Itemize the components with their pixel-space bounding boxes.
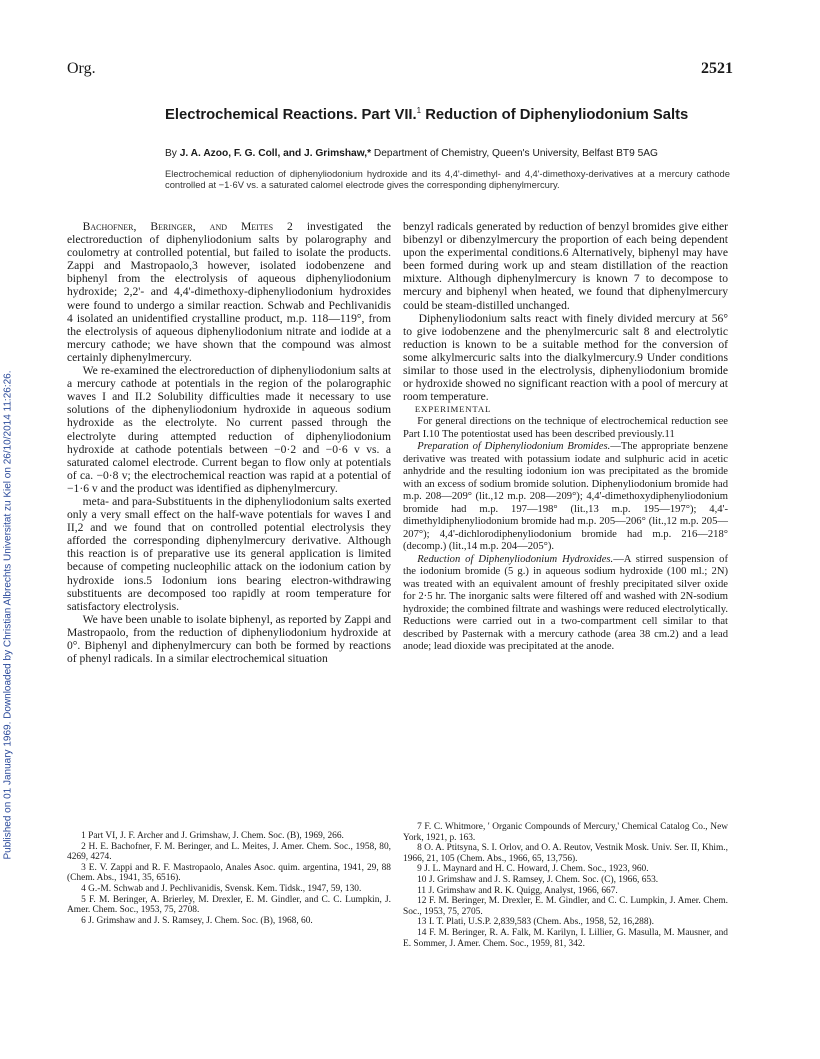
- paragraph: We re-examined the electroreduction of diphenyliodonium salts at a mercury cathode at potentials in the region of the polarographic waves I and II.2 Solubility difficulties made it necessary to use solutions of the diphenyliodonium hydroxide in aqueous sodium hydroxide as the electrolyte. No current passed through the electrolyte during attempted reduction of diphenyliodonium hydroxide at cathode potentials between −0·2 and −0·6 v vs. a saturated calomel electrode. Current began to flow only at potentials of ca. −0·8 v; the electrochemical reaction was rapid at a potential of −1·6 v and the product was identified as diphenylmercury.: [67, 364, 391, 495]
- article-title: Electrochemical Reactions. Part VII.$^1$ Reduction of Diphenyliodonium Salts: [165, 106, 689, 123]
- paragraph: Bachofner, Beringer, and Meites 2 investigated the electroreduction of diphenyliodonium salts by polarography and coulometry at controlled potential, but failed to isolate the products. Zappi and Mastropaolo,3 however, isolated iodobenzene and biphenyl from the electrolysis of aqueous diphenyliodonium hydroxide; 2,2'- and 4,4'-dimethoxy-diphenyliodonium hydroxides were found to undergo a similar reaction. Schwab and Pechlivanidis 4 isolated an unidentified crystalline product, m.p. 118—119°, from the electrolysis of aqueous diphenyliodonium nitrate and iodide at a mercury cathode; we have shown that the compound was almost certainly diphenylmercury.: [67, 220, 391, 364]
- footnotes-right: [403, 822, 728, 949]
- footnote: 5 F. M. Beringer, A. Brierley, M. Drexler, E. M. Gindler, and C. C. Lumpkin, J. Amer. Chem. Soc., 1953, 75, 2708.: [67, 894, 391, 916]
- paragraph: We have been unable to isolate biphenyl, as reported by Zappi and Mastropaolo, from the reduction of diphenyliodonium hydroxide at 0°. Biphenyl and diphenylmercury can both be formed by reactions of phenyl radicals. In a similar electrochemical situation: [67, 612, 391, 666]
- paragraph: benzyl radicals generated by reduction of benzyl bromides give either bibenzyl or dibenzylmercury the proportion of each being dependent upon the experimental conditions.6 Alternatively, biphenyl may have been formed during work up and steam distillation of the reaction mixture. Although diphenylmercury is known 7 to decompose to mercury and biphenyl when heated, we found that diphenylmercury could be steam-distilled unchanged.: [403, 220, 728, 312]
- body-column-left: [67, 220, 391, 665]
- footnote: 4 G.-M. Schwab and J. Pechlivanidis, Svensk. Kem. Tidsk., 1947, 59, 130.: [81, 883, 362, 894]
- section-heading: EXPERIMENTAL: [414, 404, 492, 415]
- paragraph: Diphenyliodonium salts react with finely divided mercury at 56° to give iodobenzene and the phenylmercuric salt 8 and electrolytic reduction is known to be a suitable method for the conversion of some alkylmercuric salts into the dialkylmercury.9 Under conditions similar to those used in the electrolysis, diphenyliodonium bromide or hydroxide showed no significant reaction with a pool of mercury at room temperature.: [403, 311, 728, 404]
- footnote: 8 O. A. Ptitsyna, S. I. Orlov, and O. A. Reutov, Vestnik Mosk. Univ. Ser. II, Khim., 1966, 21, 105 (Chem. Abs., 1966, 65, 13,756).: [403, 843, 728, 864]
- footnotes-left: [67, 831, 391, 926]
- footnote: 3 E. V. Zappi and R. F. Mastropaolo, Anales Asoc. quim. argentina, 1941, 29, 88 (Chem. Abs., 1941, 35, 6516).: [67, 862, 391, 884]
- footnote: 9 J. L. Maynard and H. C. Howard, J. Chem. Soc., 1923, 960.: [417, 864, 649, 875]
- body-column-right: [403, 220, 728, 654]
- experimental-text: [403, 416, 728, 654]
- paragraph: Preparation of Diphenyliodonium Bromides.—The appropriate benzene derivative was treated with potassium iodate and sulphuric acid in acetic anhydride and the resulting iodonium ion was precipitated as the bromide with an excess of sodium bromide solution. Diphenyliodonium bromide had m.p. 208—209° (lit.,12 m.p. 208—209°); 4,4'-dimethoxydiphenyliodonium bromide had m.p. 197—198° (lit.,13 m.p. 195—197°); 4,4'-dimethyldiphenyliodonium bromide had m.p. 205—206° (lit.,12 m.p. 205—207°); 4,4'-dichlorodiphenyliodonium bromide had m.p. 216—218° (decomp.) (lit.,14 m.p. 204—205°).: [403, 441, 729, 553]
- footnote: 12 F. M. Beringer, M. Drexler, E. M. Gindler, and C. C. Lumpkin, J. Amer. Chem. Soc., 1953, 75, 2705.: [403, 896, 728, 917]
- footnote: 13 I. T. Plati, U.S.P. 2,839,583 (Chem. Abs., 1958, 52, 16,288).: [417, 917, 654, 928]
- abstract: Electrochemical reduction of diphenyliodonium hydroxide and its 4,4'-dimethyl- and 4,4'-dimethoxy-derivatives at a mercury cathode controlled at −1·6V vs. a saturated calomel electrode gives the corresponding diphenylmercury.: [165, 168, 730, 191]
- download-notice: Published on 01 January 1969. Downloaded by Christian Albrechts Universitat zu Kiel on 26/10/2014 11:26:26.: [2, 370, 14, 860]
- footnote: 2 H. E. Bachofner, F. M. Beringer, and L. Meites, J. Amer. Chem. Soc., 1958, 80, 4269, 4274.: [67, 841, 391, 863]
- author-names: J. A. Azoo, F. G. Coll, and J. Grimshaw,*: [179, 148, 372, 159]
- paragraph: For general directions on the technique of electrochemical reduction see Part I.10 The potentiostat used has been described previously.11: [403, 416, 728, 440]
- footnote: 14 F. M. Beringer, R. A. Falk, M. Karilyn, I. Lillier, G. Masulla, M. Mausner, and E. Sommer, J. Amer. Chem. Soc., 1959, 81, 342.: [403, 927, 728, 949]
- journal-section: Org.: [67, 60, 96, 77]
- page-number: 2521: [701, 60, 733, 77]
- footnote: 11 J. Grimshaw and R. K. Quigg, Analyst, 1966, 667.: [417, 885, 618, 896]
- paragraph: Reduction of Diphenyliodonium Hydroxides.—A stirred suspension of the iodonium bromide (5 g.) in aqueous sodium hydroxide (100 ml.; 2N) was treated with an equivalent amount of freshly precipitated silver oxide for 2·5 hr. The inorganic salts were filtered off and washed with 2N-sodium hydroxide; the combined filtrate and washings were reduced electrolytically. Reductions were carried out in a two-compartment cell similar to that described by Pasternak with a mercury cathode (area 38 cm.2) and a lead anode; lead dioxide was precipitated at the anode.: [403, 553, 728, 653]
- footnote: 10 J. Grimshaw and J. S. Ramsey, J. Chem. Soc. (C), 1966, 653.: [417, 874, 659, 885]
- affiliation: Department of Chemistry, Queen's University, Belfast BT9 5AG: [371, 148, 658, 159]
- paragraph: meta- and para-Substituents in the diphenyliodonium salts exerted only a very small effect on the half-wave potentials for waves I and II,2 and we found that on controlled potential electrolysis they afforded the corresponding diphenylmercury derivative. Although this reaction is of preparative use its general application is limited because of competing nucleophilic attack on the iodonium cation by hydroxide ions.5 Iodonium ions bearing electron-withdrawing substituents are decomposed too rapidly at room temperature for satisfactory electrolysis.: [67, 494, 391, 613]
- footnote: 6 J. Grimshaw and J. S. Ramsey, J. Chem. Soc. (B), 1968, 60.: [81, 915, 313, 926]
- footnote: 7 F. C. Whitmore, ' Organic Compounds of Mercury,' Chemical Catalog Co., New York, 1921, p. 163.: [403, 822, 728, 843]
- footnote: 1 Part VI, J. F. Archer and J. Grimshaw, J. Chem. Soc. (B), 1969, 266.: [81, 831, 344, 841]
- author-line: By J. A. Azoo, F. G. Coll, and J. Grimshaw,* Department of Chemistry, Queen's University, Belfast BT9 5AG: [165, 148, 658, 159]
